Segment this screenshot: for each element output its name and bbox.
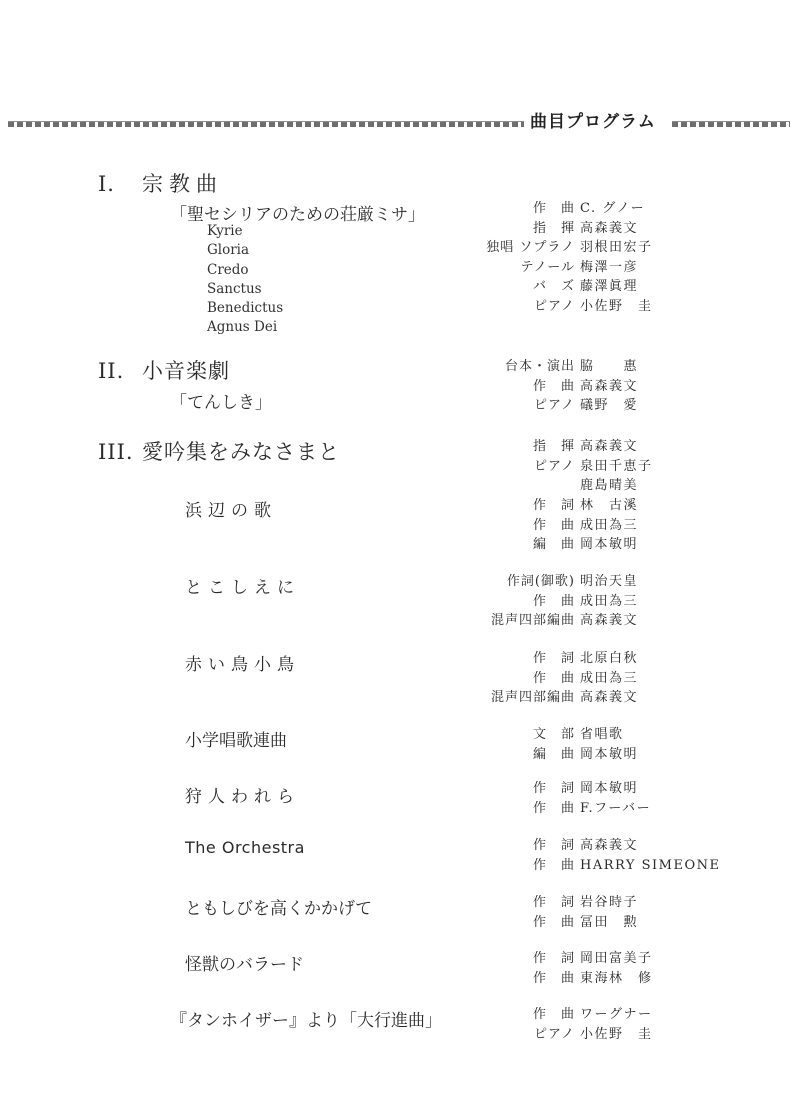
- piece-title: とこしえに: [185, 578, 300, 598]
- movement-list: [207, 222, 283, 338]
- credit-name: 羽根田宏子: [580, 240, 653, 255]
- section-name: 愛吟集をみなさまと: [142, 440, 340, 464]
- credit-role: 編 曲: [532, 746, 575, 762]
- credit-role: 指 揮: [532, 220, 575, 236]
- credit-name: 成田為三: [580, 670, 639, 686]
- section-name: 宗教曲: [142, 172, 223, 196]
- section-numeral: II.: [98, 359, 125, 383]
- header-rule-left: [8, 121, 524, 127]
- credit-row: [460, 357, 790, 377]
- credit-row: [460, 1005, 790, 1025]
- credit-role: 作 曲: [532, 914, 575, 930]
- credit-name: 岩谷時子: [580, 895, 639, 910]
- section-title: [98, 436, 340, 466]
- credit-row: [460, 592, 790, 612]
- credit-name: F.フーバー: [580, 800, 652, 816]
- credit-role: 編 曲: [532, 537, 575, 552]
- page-title: 曲目プログラム: [530, 112, 656, 132]
- credit-name: 成田為三: [580, 593, 639, 609]
- credit-row: [460, 745, 790, 765]
- credit-name: 岡田富美子: [580, 951, 653, 966]
- credit-list: [460, 1005, 790, 1044]
- credit-role: 作 曲: [532, 201, 575, 216]
- credit-list: [460, 496, 790, 555]
- credit-role: 作 曲: [532, 800, 575, 816]
- credit-row: [460, 516, 790, 536]
- credit-row: [460, 572, 790, 592]
- credit-row: [460, 238, 790, 258]
- credit-row: [460, 437, 790, 457]
- credit-name: 北原白秋: [580, 651, 639, 666]
- credit-role: 作詞(御歌): [506, 574, 575, 589]
- credit-name: C. グノー: [580, 201, 646, 216]
- credit-name: 高森義文: [580, 613, 639, 628]
- credit-name: 泉田千恵子: [580, 458, 653, 474]
- credit-list: [460, 725, 790, 764]
- piece-title: The Orchestra: [185, 838, 305, 857]
- credit-list: [460, 572, 790, 631]
- credit-list: [460, 779, 790, 818]
- credit-role: ピアノ: [534, 1026, 575, 1042]
- credit-list: [460, 949, 790, 988]
- credit-list: [460, 649, 790, 708]
- movement-item: Benedictus: [207, 300, 284, 317]
- credit-row: [460, 949, 790, 969]
- credit-role: 作 曲: [532, 378, 575, 394]
- credit-name: 東海林 修: [580, 970, 653, 986]
- credit-row: [460, 199, 790, 219]
- credit-role: 作 曲: [532, 970, 575, 986]
- credit-role: 作 曲: [532, 1007, 575, 1022]
- credit-list: [460, 437, 790, 496]
- movement-item: Kyrie: [207, 223, 243, 239]
- credit-role: ピアノ: [534, 298, 575, 314]
- credit-role: ピアノ: [534, 398, 575, 413]
- credit-role: ピアノ: [534, 458, 575, 474]
- credit-name: 林 古溪: [580, 498, 639, 513]
- credit-list: [460, 836, 790, 875]
- piece-title: 赤い鳥小鳥: [185, 655, 300, 675]
- piece-title: ともしびを高くかかげて: [185, 899, 372, 919]
- credit-row: [460, 258, 790, 278]
- credit-row: [460, 396, 790, 416]
- credit-name: 脇 惠: [580, 359, 639, 374]
- credit-list: [460, 357, 790, 416]
- credit-role: 作 曲: [532, 670, 575, 686]
- credit-role: 作 曲: [532, 517, 575, 533]
- piece-title: 「聖セシリアのための荘厳ミサ」: [170, 205, 425, 225]
- credit-name: 高森義文: [580, 690, 639, 705]
- credit-row: [460, 893, 790, 913]
- credit-row: [460, 799, 790, 819]
- header-rule-right: [672, 121, 790, 127]
- credit-list: [460, 199, 790, 316]
- movement-item: Agnus Dei: [207, 319, 278, 336]
- credit-row: [460, 969, 790, 989]
- credit-role: 作 曲: [532, 857, 575, 873]
- piece-title: 小学唱歌連曲: [185, 731, 287, 751]
- credit-role: 文 部: [532, 727, 575, 742]
- piece-title: 浜辺の歌: [185, 501, 277, 521]
- credit-role: 作 詞: [532, 781, 575, 796]
- credit-name: 岡本敏明: [580, 537, 639, 552]
- section-name: 小音楽劇: [142, 359, 230, 383]
- section-numeral: III.: [98, 440, 134, 464]
- credit-role: 作 詞: [532, 838, 575, 853]
- section-title: [98, 355, 230, 385]
- credit-row: [460, 377, 790, 397]
- credit-role: 作 詞: [532, 651, 575, 666]
- credit-name: 省唱歌: [580, 727, 624, 742]
- piece-title: 狩人われら: [185, 787, 300, 807]
- piece-title: 怪獣のバラード: [185, 955, 304, 975]
- credit-role: 台本・演出: [504, 359, 575, 374]
- credit-name: 小佐野 圭: [580, 1026, 653, 1042]
- credit-list: [460, 893, 790, 932]
- credit-name: 小佐野 圭: [580, 298, 653, 314]
- credit-name: 鹿島晴美: [580, 478, 639, 493]
- credit-row: [460, 476, 790, 496]
- credit-row: [460, 649, 790, 669]
- credit-name: 高森義文: [580, 220, 639, 236]
- credit-row: [460, 779, 790, 799]
- credit-name: HARRY SIMEONE: [580, 857, 721, 873]
- piece-title: 『タンホイザー』より「大行進曲」: [170, 1011, 442, 1031]
- credit-role: バ ズ: [532, 279, 575, 294]
- credit-row: [460, 669, 790, 689]
- credit-row: [460, 496, 790, 516]
- credit-role: 作 詞: [532, 895, 575, 910]
- credit-name: 高森義文: [580, 838, 639, 853]
- credit-row: [460, 457, 790, 477]
- credit-role: 作 曲: [532, 593, 575, 609]
- credit-role: 指 揮: [532, 439, 575, 454]
- credit-row: [460, 836, 790, 856]
- credit-row: [460, 688, 790, 708]
- piece-title: 「てんしき」: [170, 393, 272, 413]
- credit-name: 礒野 愛: [580, 398, 639, 413]
- credit-name: 梅澤一彦: [580, 259, 639, 275]
- credit-name: 藤澤眞理: [580, 279, 639, 294]
- section-title: [98, 168, 223, 198]
- credit-row: [460, 1025, 790, 1045]
- movement-item: Sanctus: [207, 280, 262, 297]
- credit-name: 高森義文: [580, 378, 639, 394]
- movement-item: Credo: [207, 261, 249, 278]
- credit-row: [460, 913, 790, 933]
- credit-row: [460, 725, 790, 745]
- credit-row: [460, 277, 790, 297]
- credit-name: 岡本敏明: [580, 746, 639, 762]
- credit-name: 岡本敏明: [580, 781, 639, 796]
- credit-name: 明治天皇: [580, 574, 639, 589]
- credit-name: 高森義文: [580, 439, 639, 454]
- section-numeral: I.: [98, 172, 115, 196]
- credit-name: 冨田 勲: [580, 914, 639, 930]
- credit-row: [460, 611, 790, 631]
- credit-row: [460, 535, 790, 555]
- credit-name: 成田為三: [580, 517, 639, 533]
- credit-row: [460, 297, 790, 317]
- credit-role: 作 詞: [532, 498, 575, 513]
- credit-role: 独唱 ソプラノ: [486, 240, 575, 255]
- movement-item: Gloria: [207, 242, 250, 259]
- credit-row: [460, 219, 790, 239]
- credit-role: 混声四部編曲: [490, 690, 575, 705]
- credit-role: 混声四部編曲: [490, 613, 575, 628]
- credit-row: [460, 856, 790, 876]
- credit-role: 作 詞: [532, 951, 575, 966]
- credit-name: ワーグナー: [580, 1007, 653, 1022]
- credit-role: テノール: [520, 259, 575, 275]
